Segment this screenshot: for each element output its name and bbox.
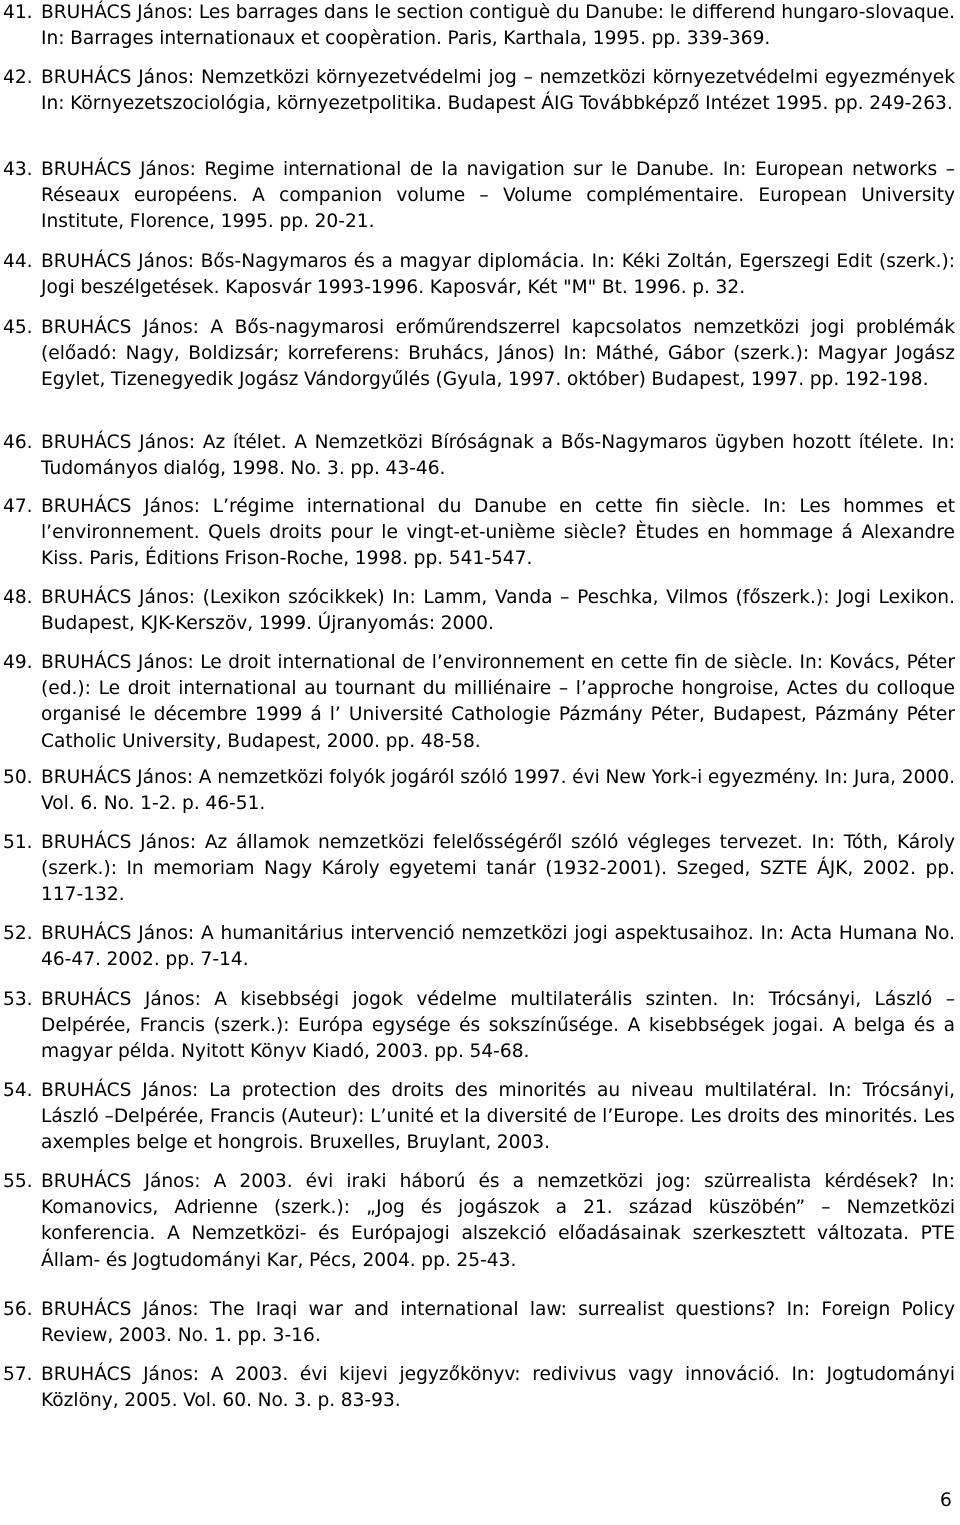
entry-text: BRUHÁCS János: A 2003. évi kijevi jegyzőkönyv: redivivus vagy innováció. In: Jogtudományi Közlöny, 2005. Vol. 60. No. 3. p. 83-93. — [41, 1364, 955, 1412]
bibliography-entry-48 — [3, 585, 955, 637]
entry-text: BRUHÁCS János: Regime international de la navigation sur le Danube. In: European networks – Réseaux européens. A companion volume – Volume complémentaire. European University Institute, Florence, 1995. pp. 20-21. — [41, 159, 955, 233]
entry-text: BRUHÁCS János: Le droit international de l’environnement en cette fin de siècle. In: Kovács, Péter (ed.): Le droit international au tournant du milliénaire – l’approche hongroise, Actes du colloque organisé le décembre 1999 á l’ Université Cathologie Pázmány Péter, Budapest, Pázmány Péter Catholic University, Budapest, 2000. pp. 48-58. — [41, 652, 955, 752]
bibliography-entry-53 — [3, 987, 955, 1066]
entry-text: BRUHÁCS János: A kisebbségi jogok védelme multilaterális szinten. In: Trócsányi, László – Delpérée, Francis (szerk.): Európa egysége és sokszínűsége. A kisebbségek jogai. A belga és a magyar példa. Nyitott Könyv Kiadó, 2003. pp. 54-68. — [41, 989, 955, 1063]
bibliography-entry-49 — [3, 650, 955, 755]
bibliography-entry-44 — [3, 249, 955, 301]
entry-number: 42. — [3, 67, 33, 88]
bibliography-entry-46 — [3, 430, 955, 482]
bibliography-entry-45 — [3, 315, 955, 394]
entry-number: 48. — [3, 587, 33, 608]
entry-number: 52. — [3, 923, 33, 944]
entry-number: 54. — [3, 1080, 33, 1101]
entry-number: 46. — [3, 432, 33, 453]
entry-text: BRUHÁCS János: Les barrages dans le section contiguè du Danube: le differend hungaro-slovaque. In: Barrages internationaux et coopèration. Paris, Karthala, 1995. pp. 339-369. — [41, 2, 955, 50]
entry-text: BRUHÁCS János: La protection des droits des minorités au niveau multilatéral. In: Trócsányi, László –Delpérée, Francis (Auteur): L’unité et la diversité de l’Europe. Les droits des minorités. Les axemples belge et hongrois. Bruxelles, Bruylant, 2003. — [41, 1080, 955, 1154]
bibliography-entry-50 — [3, 765, 955, 817]
entry-text: BRUHÁCS János: The Iraqi war and international law: surrealist questions? In: Foreign Policy Review, 2003. No. 1. pp. 3-16. — [41, 1299, 955, 1347]
entry-number: 53. — [3, 989, 33, 1010]
bibliography-entry-55 — [3, 1169, 955, 1274]
entry-number: 50. — [3, 767, 33, 788]
bibliography-entry-52 — [3, 921, 955, 973]
bibliography-entry-42 — [3, 65, 955, 117]
entry-number: 51. — [3, 832, 33, 853]
entry-number: 49. — [3, 652, 33, 673]
page-number: 6 — [940, 1490, 952, 1511]
entry-number: 44. — [3, 251, 33, 272]
entry-text: BRUHÁCS János: L’régime international du Danube en cette fin siècle. In: Les hommes et l’environnement. Quels droits pour le vingt-et-unième siècle? Ètudes en hommage á Alexandre Kiss. Paris, Éditions Frison-Roche, 1998. pp. 541-547. — [41, 496, 955, 570]
entry-text: BRUHÁCS János: Nemzetközi környezetvédelmi jog – nemzetközi környezetvédelmi egyezmények In: Környezetszociológia, környezetpolitika. Budapest ÁIG Továbbképző Intézet 1995. pp. 249-263. — [41, 67, 955, 115]
entry-text: BRUHÁCS János: A 2003. évi iraki háború és a nemzetközi jog: szürrealista kérdések? In: Komanovics, Adrienne (szerk.): „Jog és jogászok a 21. század küszöbén” – Nemzetközi konferencia. A Nemzetközi- és Európajogi alszekció előadásainak szerkesztett változata. PTE Állam- és Jogtudományi Kar, Pécs, 2004. pp. 25-43. — [41, 1171, 955, 1271]
entry-number: 57. — [3, 1364, 33, 1385]
entry-text: BRUHÁCS János: Az államok nemzetközi felelősségéről szóló végleges tervezet. In: Tóth, Károly (szerk.): In memoriam Nagy Károly egyetemi tanár (1932-2001). Szeged, SZTE ÁJK, 2002. pp. 117-132. — [41, 832, 955, 906]
entry-text: BRUHÁCS János: (Lexikon szócikkek) In: Lamm, Vanda – Peschka, Vilmos (főszerk.): Jogi Lexikon. Budapest, KJK-Kerszöv, 1999. Újranyomás: 2000. — [41, 587, 955, 635]
bibliography-entry-56 — [3, 1297, 955, 1349]
entry-number: 43. — [3, 159, 33, 180]
bibliography-entry-47 — [3, 494, 955, 573]
entry-text: BRUHÁCS János: A humanitárius intervenció nemzetközi jogi aspektusaihoz. In: Acta Humana No. 46-47. 2002. pp. 7-14. — [41, 923, 955, 971]
bibliography-entry-51 — [3, 830, 955, 909]
entry-number: 56. — [3, 1299, 33, 1320]
entry-text: BRUHÁCS János: Az ítélet. A Nemzetközi Bíróságnak a Bős-Nagymaros ügyben hozott ítélete. In: Tudományos dialóg, 1998. No. 3. pp. 43-46. — [41, 432, 955, 480]
entry-text: BRUHÁCS János: A Bős-nagymarosi erőműrendszerrel kapcsolatos nemzetközi jogi problémák (előadó: Nagy, Boldizsár; korreferens: Bruhács, János) In: Máthé, Gábor (szerk.): Magyar Jogász Egylet, Tizenegyedik Jogász Vándorgyűlés (Gyula, 1997. október) Budapest, 1997. pp. 192-198. — [41, 317, 955, 391]
entry-number: 55. — [3, 1171, 33, 1192]
bibliography-entry-41 — [3, 0, 955, 52]
bibliography-entry-43 — [3, 157, 955, 236]
entry-number: 45. — [3, 317, 33, 338]
entry-text: BRUHÁCS János: Bős-Nagymaros és a magyar diplomácia. In: Kéki Zoltán, Egerszegi Edit (szerk.): Jogi beszélgetések. Kaposvár 1993-1996. Kaposvár, Két "M" Bt. 1996. p. 32. — [41, 251, 955, 299]
bibliography-entry-54 — [3, 1078, 955, 1157]
entry-number: 41. — [3, 2, 33, 23]
bibliography-entry-57 — [3, 1362, 955, 1414]
entry-text: BRUHÁCS János: A nemzetközi folyók jogáról szóló 1997. évi New York-i egyezmény. In: Jura, 2000. Vol. 6. No. 1-2. p. 46-51. — [41, 767, 955, 815]
entry-number: 47. — [3, 496, 33, 517]
